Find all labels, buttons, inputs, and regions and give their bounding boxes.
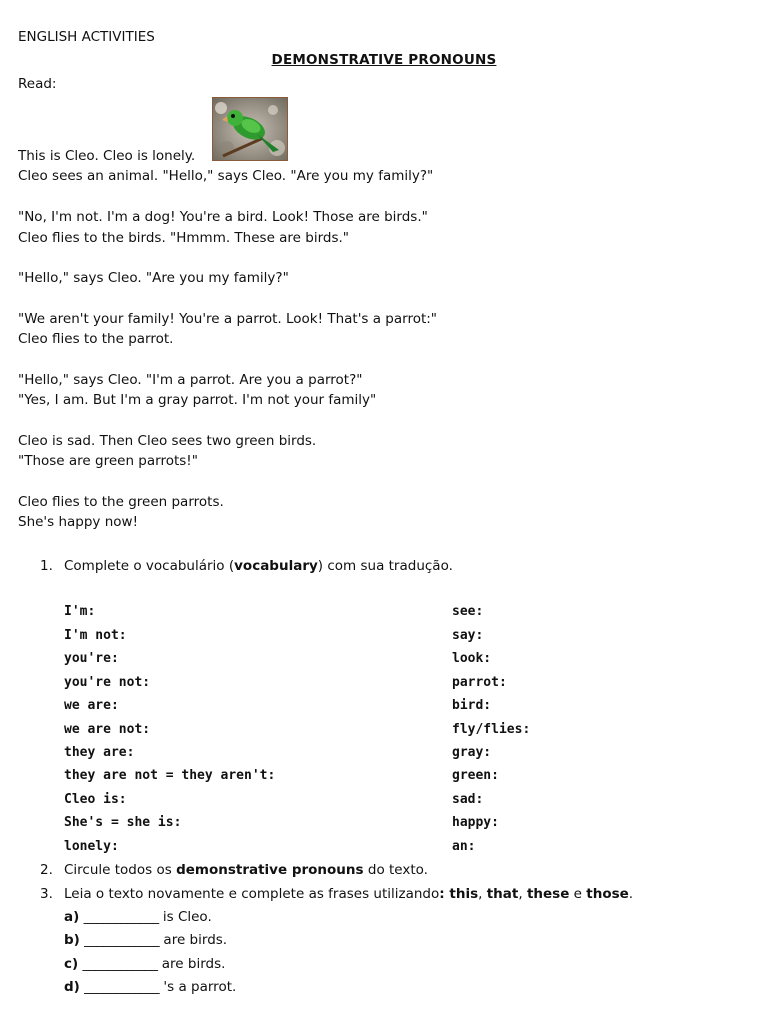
vocab-item: they are not = they aren't: xyxy=(64,768,276,783)
fill-in-item xyxy=(64,979,236,995)
vocab-item: She's = she is: xyxy=(64,815,182,830)
vocab-item: bird: xyxy=(452,698,492,713)
parrot-illustration xyxy=(213,98,288,161)
story-line: This is Cleo. Cleo is lonely. xyxy=(18,148,196,164)
question-text-bold: vocabulary xyxy=(234,558,318,574)
question-text-part: , xyxy=(518,886,527,902)
answer-blank[interactable]: ____________ xyxy=(84,932,160,948)
vocab-item: gray: xyxy=(452,745,492,760)
question-text-part: Leia o texto novamente e complete as frases utilizando xyxy=(64,886,440,902)
vocab-item: sad: xyxy=(452,792,484,807)
vocab-item: we are not: xyxy=(64,722,151,737)
question-text xyxy=(64,862,428,878)
question-text-part: ) com sua tradução. xyxy=(317,558,453,574)
question-text-part: Circule todos os xyxy=(64,862,177,878)
pronoun-that: that xyxy=(486,886,519,902)
question-text-part: Complete o vocabulário ( xyxy=(64,558,235,574)
pronoun-these: these xyxy=(526,886,570,902)
vocab-item: parrot: xyxy=(452,675,507,690)
pronoun-those: those xyxy=(586,886,629,902)
vocab-item: say: xyxy=(452,628,484,643)
read-label: Read: xyxy=(18,76,57,92)
item-text: is Cleo. xyxy=(158,909,212,925)
story-line: "No, I'm not. I'm a dog! You're a bird. Look! Those are birds." xyxy=(18,209,428,225)
item-letter: c) xyxy=(64,956,79,972)
question-text-part: , xyxy=(478,886,487,902)
vocab-item: happy: xyxy=(452,815,499,830)
item-letter: a) xyxy=(64,909,80,925)
vocab-item: they are: xyxy=(64,745,135,760)
fill-in-item xyxy=(64,956,225,972)
answer-blank[interactable]: ____________ xyxy=(82,956,158,972)
vocab-item: you're not: xyxy=(64,675,151,690)
vocab-item: an: xyxy=(452,839,476,854)
answer-blank[interactable]: ____________ xyxy=(83,909,159,925)
question-text-bold: : xyxy=(439,886,450,902)
question-text xyxy=(64,558,453,574)
question-text-part: . xyxy=(628,886,634,902)
question-number: 2. xyxy=(40,862,53,878)
item-text: are birds. xyxy=(159,932,228,948)
answer-blank[interactable]: ____________ xyxy=(84,979,160,995)
item-text: 's a parrot. xyxy=(159,979,237,995)
vocab-item: look: xyxy=(452,651,492,666)
vocab-item: see: xyxy=(452,604,484,619)
story-line: "Hello," says Cleo. "Are you my family?" xyxy=(18,270,289,286)
page-title: DEMONSTRATIVE PRONOUNS xyxy=(271,52,497,68)
vocab-item: you're: xyxy=(64,651,119,666)
story-line: "Yes, I am. But I'm a gray parrot. I'm not your family" xyxy=(18,392,377,408)
vocab-item: Cleo is: xyxy=(64,792,127,807)
story-line: Cleo sees an animal. "Hello," says Cleo. "Are you my family?" xyxy=(18,168,434,184)
fill-in-item xyxy=(64,909,212,925)
vocab-item: I'm: xyxy=(64,604,96,619)
story-line: "We aren't your family! You're a parrot. Look! That's a parrot:" xyxy=(18,311,438,327)
vocab-item: fly/flies: xyxy=(452,722,531,737)
question-number: 3. xyxy=(40,886,53,902)
question-text-bold: demonstrative pronouns xyxy=(176,862,364,878)
story-line: Cleo flies to the green parrots. xyxy=(18,494,224,510)
story-line: "Those are green parrots!" xyxy=(18,453,198,469)
pronoun-this: this xyxy=(449,886,479,902)
parrot-photo-icon xyxy=(212,97,288,161)
item-letter: b) xyxy=(64,932,80,948)
story-line: "Hello," says Cleo. "I'm a parrot. Are you a parrot?" xyxy=(18,372,363,388)
vocab-item: we are: xyxy=(64,698,119,713)
question-number: 1. xyxy=(40,558,53,574)
story-line: Cleo flies to the parrot. xyxy=(18,331,174,347)
vocab-item: green: xyxy=(452,768,499,783)
question-text xyxy=(64,886,633,902)
story-line: Cleo flies to the birds. "Hmmm. These are birds." xyxy=(18,230,350,246)
question-text-part: e xyxy=(569,886,587,902)
activities-label: ENGLISH ACTIVITIES xyxy=(18,29,155,45)
fill-in-item xyxy=(64,932,227,948)
vocab-item: lonely: xyxy=(64,839,119,854)
story-line: She's happy now! xyxy=(18,514,138,530)
item-text: are birds. xyxy=(157,956,226,972)
item-letter: d) xyxy=(64,979,80,995)
vocab-item: I'm not: xyxy=(64,628,127,643)
question-text-part: do texto. xyxy=(363,862,428,878)
story-line: Cleo is sad. Then Cleo sees two green birds. xyxy=(18,433,317,449)
